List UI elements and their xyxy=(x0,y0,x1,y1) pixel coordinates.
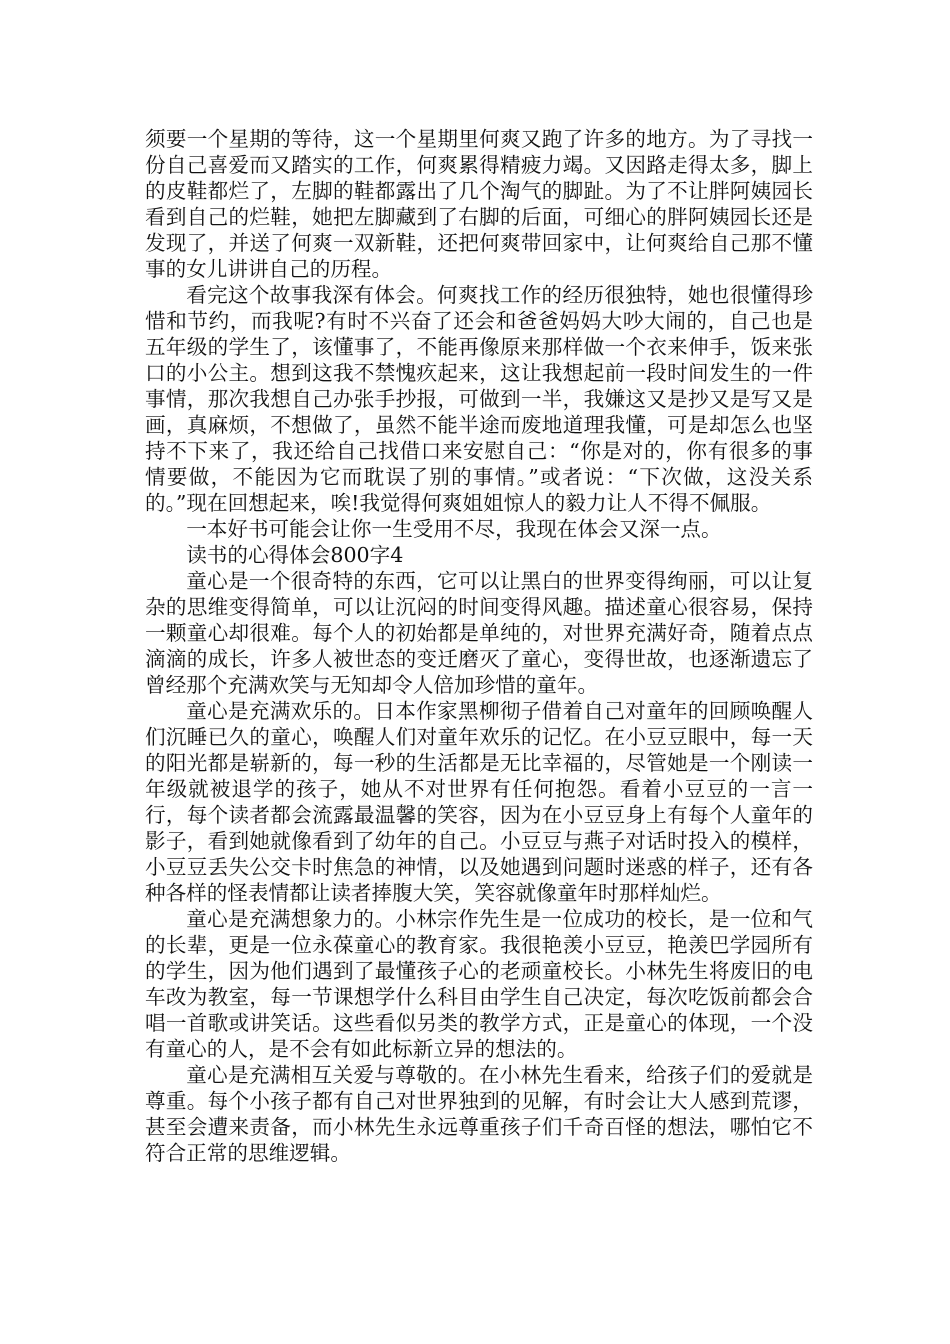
section-heading: 读书的心得体会800字4 xyxy=(186,543,404,567)
paragraph-story-continuation: 须要一个星期的等待，这一个星期里何爽又跑了许多的地方。为了寻找一份自己喜爱而又踏实的工作，何爽累得精疲力竭。又因路走得太多，脚上的皮鞋都烂了，左脚的鞋都露出了几个淘气的脚趾。为了不让胖阿姨园长看到自己的烂鞋，她把左脚藏到了右脚的后面，可细心的胖阿姨园长还是发现了，并送了何爽一双新鞋，还把何爽带回家中，让何爽给自己那不懂事的女儿讲讲自己的历程。 xyxy=(145,127,813,281)
paragraph-reflection: 看完这个故事我深有体会。何爽找工作的经历很独特，她也很懂得珍惜和节约，而我呢?有时不兴奋了还会和爸爸妈妈大吵大闹的，自己也是五年级的学生了，该懂事了，不能再像原来那样做一个衣来伸手，饭来张口的小公主。想到这我不禁愧疚起来，这让我想起前一段时间发生的一件事情，那次我想自己办张手抄报，可做到一半，我嫌这又是抄又是写又是画，真麻烦，不想做了，虽然不能半途而废地道理我懂，可是却怎么也坚持不下来了，我还给自己找借口来安慰自己：“你是对的，你有很多的事情要做，不能因为它而耽误了别的事情。”或者说：“下次做，这没关系的。”现在回想起来，唉!我觉得何爽姐姐惊人的毅力让人不得不佩服。 xyxy=(145,283,813,515)
document-body xyxy=(145,126,813,1166)
paragraph-childlike-heart-intro: 童心是一个很奇特的东西，它可以让黑白的世界变得绚丽，可以让复杂的思维变得简单，可以让沉闷的时间变得风趣。描述童心很容易，保持一颗童心却很难。每个人的初始都是单纯的，对世界充满好奇，随着点点滴滴的成长，许多人被世态的变迁磨灭了童心，变得世故，也逐渐遗忘了曾经那个充满欢笑与无知却令人倍加珍惜的童年。 xyxy=(145,569,813,697)
paragraph-childlike-imagination: 童心是充满想象力的。小林宗作先生是一位成功的校长，是一位和气的长辈，更是一位永葆童心的教育家。我很艳羡小豆豆，艳羡巴学园所有的学生，因为他们遇到了最懂孩子心的老顽童校长。小林先生将废旧的电车改为教室，每一节课想学什么科目由学生自己决定，每次吃饭前都会合唱一首歌或讲笑话。这些看似另类的教学方式，正是童心的体现，一个没有童心的人，是不会有如此标新立异的想法的。 xyxy=(145,907,813,1061)
paragraph-conclusion: 一本好书可能会让你一生受用不尽，我现在体会又深一点。 xyxy=(186,517,722,541)
paragraph-childlike-respect: 童心是充满相互关爱与尊敬的。在小林先生看来，给孩子们的爱就是尊重。每个小孩子都有自己对世界独到的见解，有时会让大人感到荒谬，甚至会遭来责备，而小林先生永远尊重孩子们千奇百怪的想法，哪怕它不符合正常的思维逻辑。 xyxy=(145,1063,813,1165)
paragraph-childlike-joy: 童心是充满欢乐的。日本作家黑柳彻子借着自己对童年的回顾唤醒人们沉睡已久的童心，唤醒人们对童年欢乐的记忆。在小豆豆眼中，每一天的阳光都是崭新的，每一秒的生活都是无比幸福的，尽管她是一个刚读一年级就被退学的孩子，她从不对世界有任何抱怨。看着小豆豆的一言一行，每个读者都会流露最温馨的笑容，因为在小豆豆身上有每个人童年的影子，看到她就像看到了幼年的自己。小豆豆与燕子对话时投入的模样，小豆豆丢失公交卡时焦急的神情，以及她遇到问题时迷惑的样子，还有各种各样的怪表情都让读者捧腹大笑，笑容就像童年时那样灿烂。 xyxy=(145,699,813,905)
